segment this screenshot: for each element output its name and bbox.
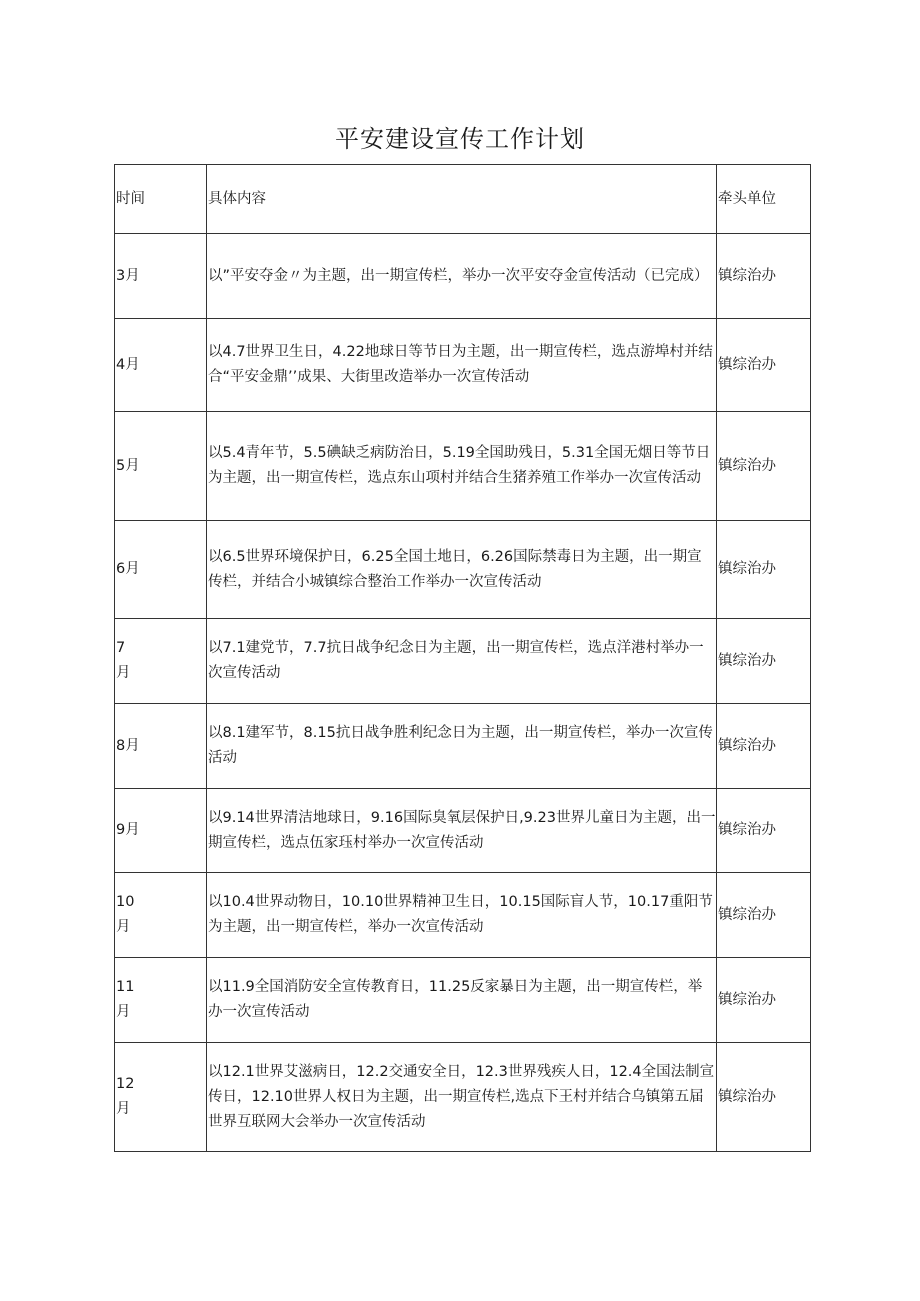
header-content: 具体内容: [207, 165, 717, 234]
row-content: 以4.7世界卫生日，4.22地球日等节日为主题，出一期宣传栏，选点游埠村并结合“平安金鼎’’成果、大街里改造举办一次宣传活动: [207, 319, 717, 412]
row-month: [115, 1043, 207, 1152]
row-month: 4月: [115, 319, 207, 412]
row-content: 以9.14世界清洁地球日，9.16国际臭氧层保护日,9.23世界儿童日为主题，出一期宣传栏，选点伍家珏村举办一次宣传活动: [207, 789, 717, 873]
row-month: [115, 958, 207, 1043]
row-unit: 镇综治办: [717, 1043, 811, 1152]
row-month: 8月: [115, 704, 207, 789]
row-content: 以7.1建党节，7.7抗日战争纪念日为主题，出一期宣传栏，选点洋港村举办一次宣传活动: [207, 619, 717, 704]
table-row: [115, 958, 811, 1043]
row-unit: 镇综治办: [717, 521, 811, 619]
header-time: 时间: [115, 165, 207, 234]
row-unit: 镇综治办: [717, 319, 811, 412]
row-month: [115, 619, 207, 704]
row-content: 以6.5世界环境保护日，6.25全国土地日，6.26国际禁毒日为主题，出一期宣传栏，并结合小城镇综合整治工作举办一次宣传活动: [207, 521, 717, 619]
table-row: [115, 704, 811, 789]
row-content: 以10.4世界动物日，10.10世界精神卫生日，10.15国际盲人节，10.17重阳节为主题，出一期宣传栏，举办一次宣传活动: [207, 873, 717, 958]
row-content: 以”平安夺金〃为主题，出一期宣传栏，举办一次平安夺金宣传活动（已完成）: [207, 234, 717, 319]
row-content: 以11.9全国消防安全宣传教育日，11.25反家暴日为主题，出一期宣传栏，举办一次宣传活动: [207, 958, 717, 1043]
table-row: [115, 234, 811, 319]
table-row: [115, 412, 811, 521]
header-unit: 牵头单位: [717, 165, 811, 234]
row-month: 9月: [115, 789, 207, 873]
row-month-text: 11月: [116, 979, 135, 1020]
row-month: 3月: [115, 234, 207, 319]
row-unit: 镇综治办: [717, 958, 811, 1043]
table-row: [115, 789, 811, 873]
page-title: 平安建设宣传工作计划: [335, 125, 585, 153]
row-month-text: 7月: [116, 640, 131, 681]
table-row: [115, 319, 811, 412]
table-row: [115, 619, 811, 704]
table-row: [115, 873, 811, 958]
row-content: 以8.1建军节，8.15抗日战争胜利纪念日为主题，出一期宣传栏，举办一次宣传活动: [207, 704, 717, 789]
row-unit: 镇综治办: [717, 704, 811, 789]
row-content: 以5.4青年节，5.5碘缺乏病防治日，5.19全国助残日，5.31全国无烟日等节日为主题，出一期宣传栏，选点东山项村并结合生猪养殖工作举办一次宣传活动: [207, 412, 717, 521]
table-row: [115, 521, 811, 619]
row-unit: 镇综治办: [717, 619, 811, 704]
row-unit: 镇综治办: [717, 873, 811, 958]
row-month: [115, 873, 207, 958]
row-month-text: 10月: [116, 894, 135, 935]
row-month: 5月: [115, 412, 207, 521]
row-unit: 镇综治办: [717, 412, 811, 521]
row-month-text: 12月: [116, 1076, 135, 1117]
table-row: [115, 1043, 811, 1152]
table-header-row: [115, 165, 811, 234]
row-unit: 镇综治办: [717, 234, 811, 319]
row-month: 6月: [115, 521, 207, 619]
plan-table: [114, 164, 811, 1152]
row-unit: 镇综治办: [717, 789, 811, 873]
row-content: 以12.1世界艾滋病日，12.2交通安全日，12.3世界残疾人日，12.4全国法制宣传日，12.10世界人权日为主题，出一期宣传栏,选点下王村并结合乌镇第五届世界互联网大会举办一次宣传活动: [207, 1043, 717, 1152]
